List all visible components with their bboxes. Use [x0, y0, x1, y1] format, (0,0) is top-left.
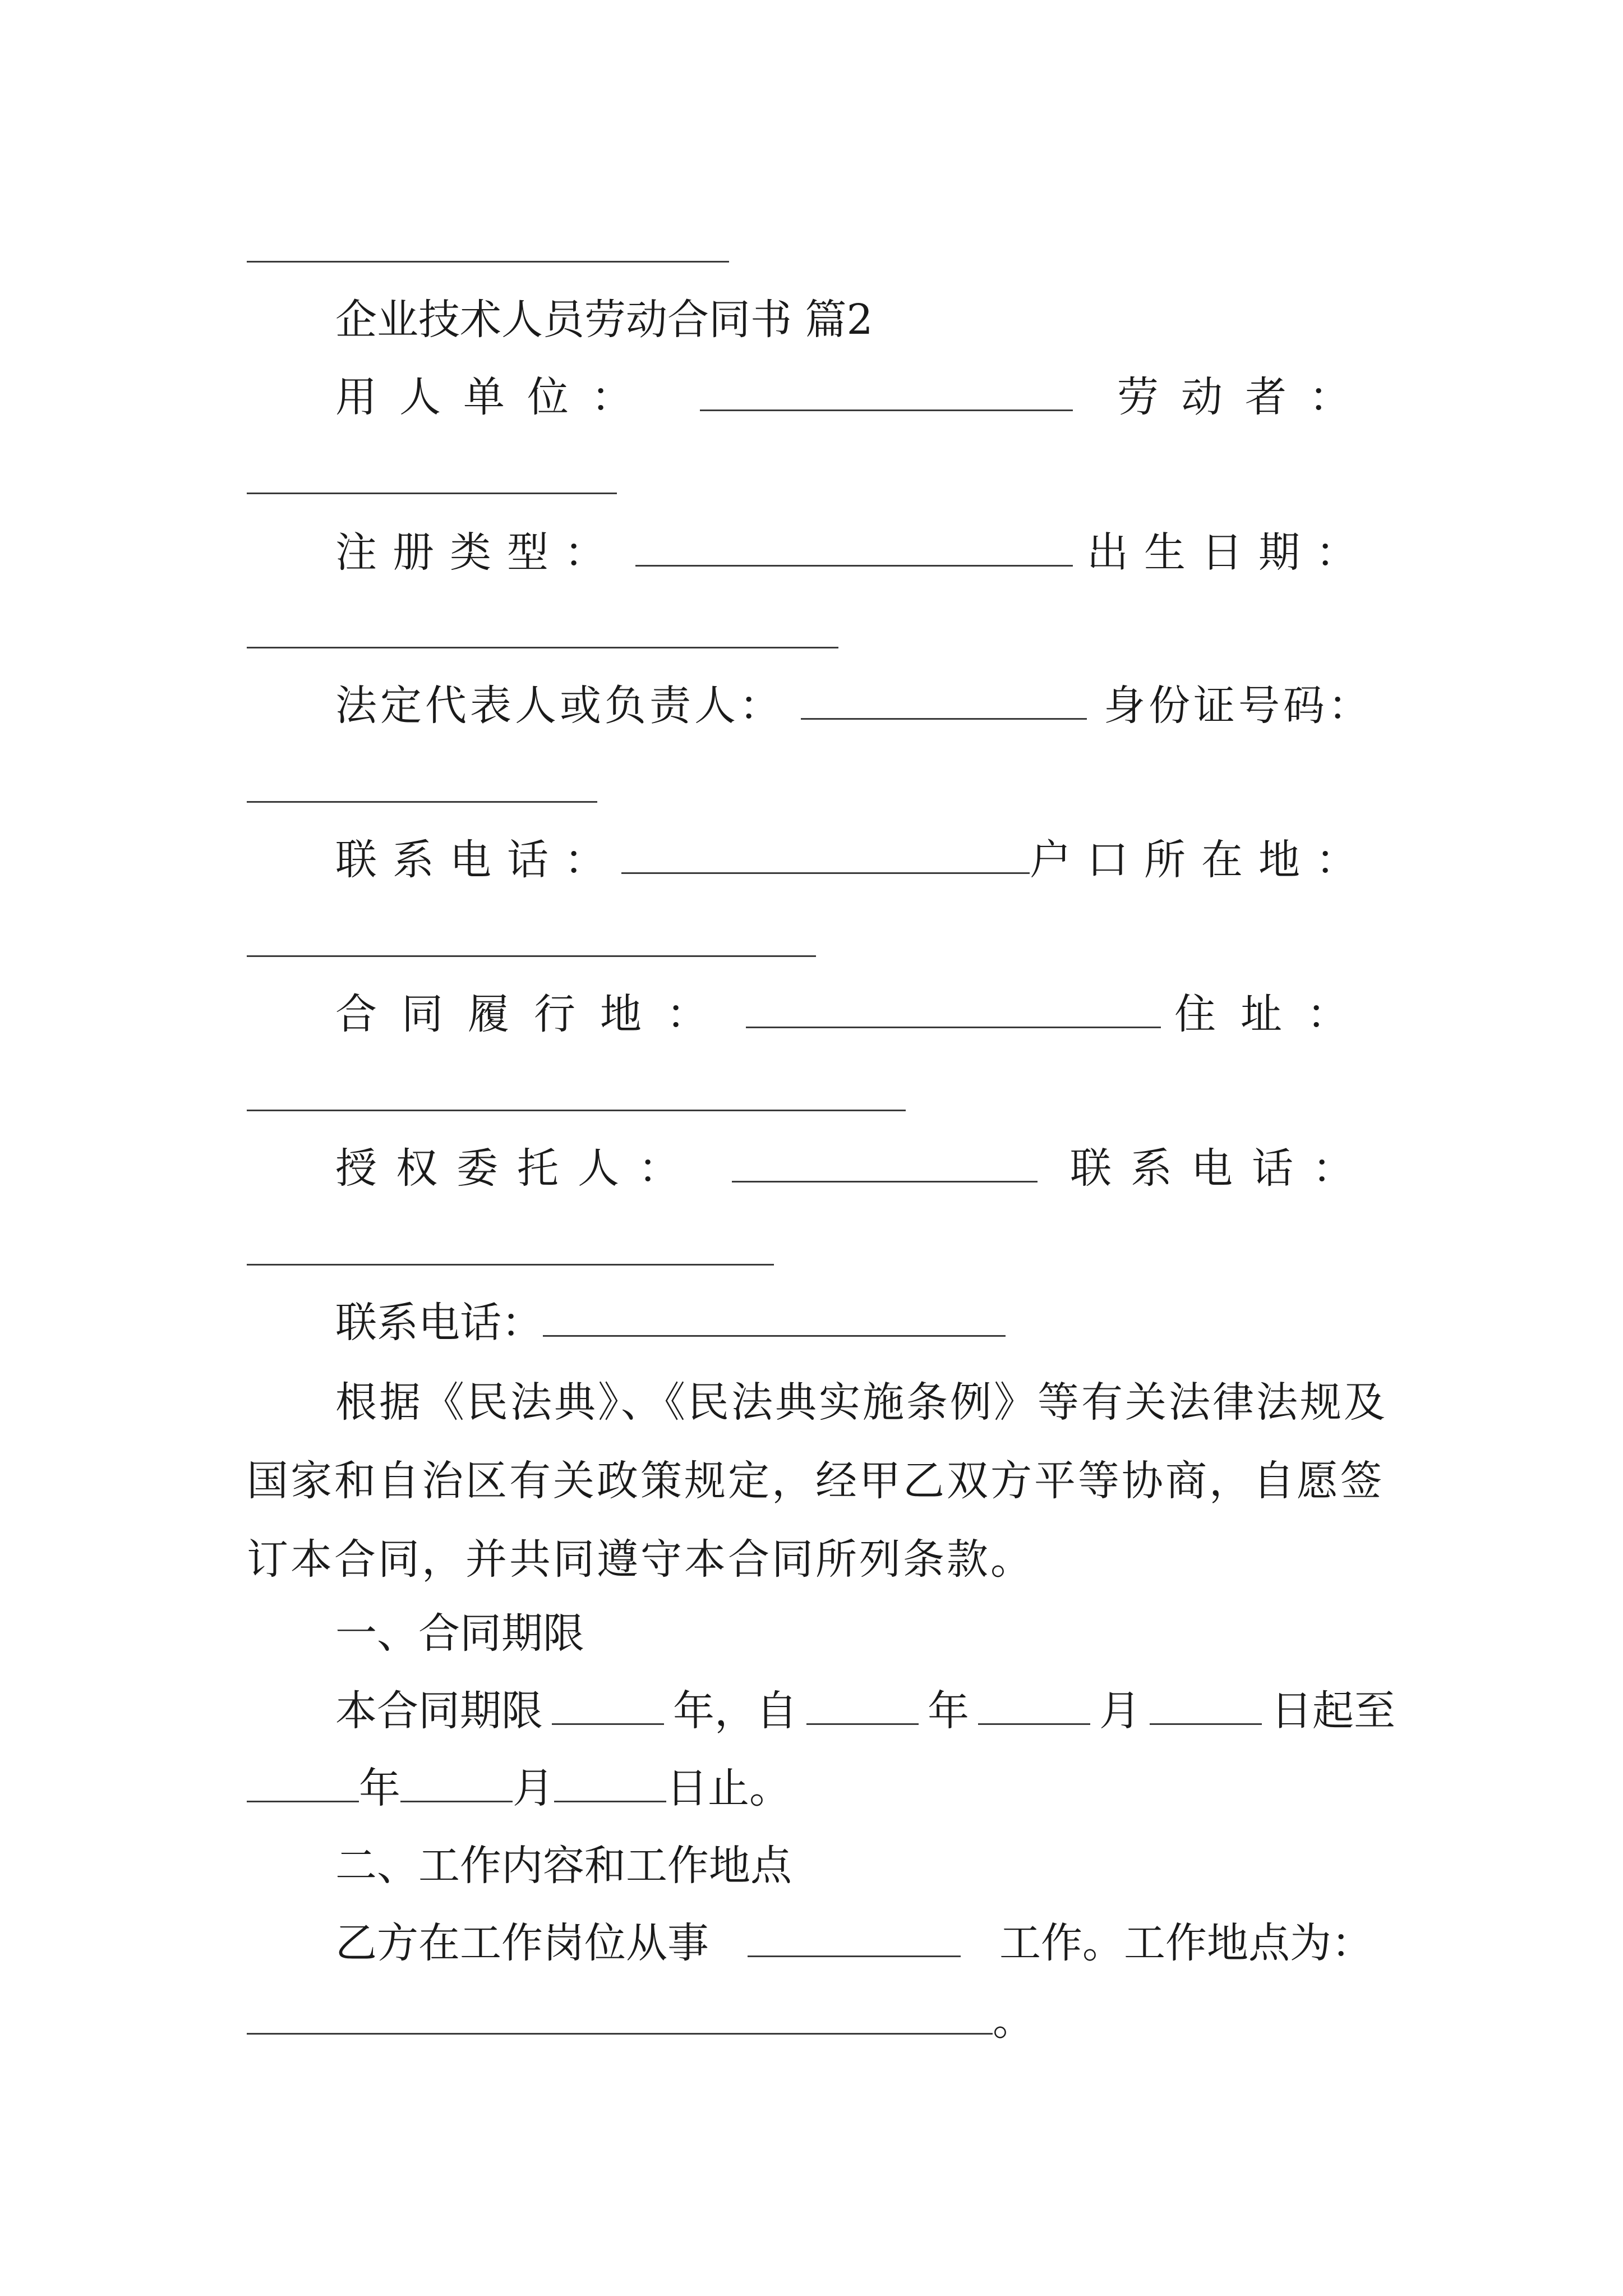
work-text-c: 。 [993, 1996, 1034, 2045]
employer-blank[interactable] [700, 398, 1073, 411]
id-number-label: 身份证号码： [1104, 682, 1373, 730]
term-text-c: 年 [928, 1687, 969, 1735]
address-blank[interactable] [247, 1110, 906, 1111]
section-1-line-1 [335, 1683, 1395, 1739]
section-2-line-1 [335, 1915, 1373, 1971]
term-text-f: 年 [359, 1764, 400, 1812]
field-row-phone [335, 832, 1373, 888]
field-row-phone-3 [335, 1295, 1006, 1351]
term-text-d: 月 [1099, 1687, 1141, 1735]
reg-type-blank[interactable] [635, 554, 1073, 567]
worker-blank[interactable] [247, 493, 617, 494]
field-row-reg-type [335, 524, 1373, 581]
field-row-employer [335, 369, 1373, 425]
phone-label-1: 联系电话： [335, 836, 621, 884]
term-text-g: 月 [513, 1764, 554, 1812]
household-blank[interactable] [247, 955, 816, 957]
term-years-blank[interactable] [552, 1712, 664, 1725]
birth-date-blank[interactable] [247, 647, 838, 648]
end-day-blank[interactable] [554, 1789, 666, 1802]
phone-label-2: 联系电话： [1070, 1144, 1373, 1193]
phone-blank-3[interactable] [543, 1324, 1006, 1337]
work-location-blank[interactable] [247, 2022, 993, 2035]
reg-type-label: 注册类型： [335, 528, 621, 577]
birth-date-label: 出生日期： [1087, 528, 1373, 577]
start-day-blank[interactable] [1150, 1712, 1262, 1725]
worker-label: 劳动者： [1117, 373, 1373, 421]
contract-place-blank[interactable] [746, 1015, 1161, 1028]
top-rule [247, 261, 729, 263]
phone-blank-2[interactable] [247, 1264, 774, 1266]
work-text-a: 乙方在工作岗位从事 [335, 1919, 709, 1967]
start-month-blank[interactable] [978, 1712, 1090, 1725]
field-row-contract-place [335, 986, 1373, 1042]
id-number-blank[interactable] [247, 801, 597, 803]
contract-place-label: 合同履行地： [335, 990, 732, 1038]
work-text-b: 工作。工作地点为： [999, 1919, 1373, 1967]
end-month-blank[interactable] [400, 1789, 513, 1802]
section-2-heading: 二、工作内容和工作地点 [335, 1842, 792, 1890]
agent-label: 授权委托人： [335, 1144, 699, 1193]
term-text-e: 日起至 [1271, 1687, 1395, 1735]
term-text-b: 年，自 [673, 1687, 797, 1735]
section-1-heading: 一、合同期限 [335, 1609, 584, 1658]
term-text-a: 本合同期限 [335, 1687, 543, 1735]
address-label: 住址： [1174, 990, 1373, 1038]
employer-label: 用人单位： [335, 373, 655, 421]
term-text-h: 日止。 [666, 1764, 791, 1812]
section-1-line-2 [247, 1760, 791, 1816]
page-title: 企业技术人员劳动合同书 篇2 [335, 296, 873, 344]
preamble-paragraph: 根据《民法典》、《民法典实施条例》等有关法律法规及国家和自治区有关政策规定，经甲乙双方平等协商，自愿签订本合同，并共同遵守本合同所列条款。 [247, 1378, 1387, 1584]
end-year-blank[interactable] [247, 1789, 359, 1802]
phone-blank-1[interactable] [621, 861, 1030, 874]
phone-label-3: 联系电话： [335, 1299, 543, 1347]
job-blank[interactable] [748, 1944, 961, 1957]
field-row-agent [335, 1140, 1373, 1197]
agent-blank[interactable] [732, 1170, 1038, 1182]
legal-rep-blank[interactable] [801, 707, 1087, 720]
legal-rep-label: 法定代表人或负责人： [335, 682, 784, 730]
start-year-blank[interactable] [806, 1712, 919, 1725]
section-2-line-2 [247, 1993, 1034, 2049]
field-row-legal-rep [335, 678, 1373, 734]
household-label: 户口所在地： [1030, 836, 1373, 884]
